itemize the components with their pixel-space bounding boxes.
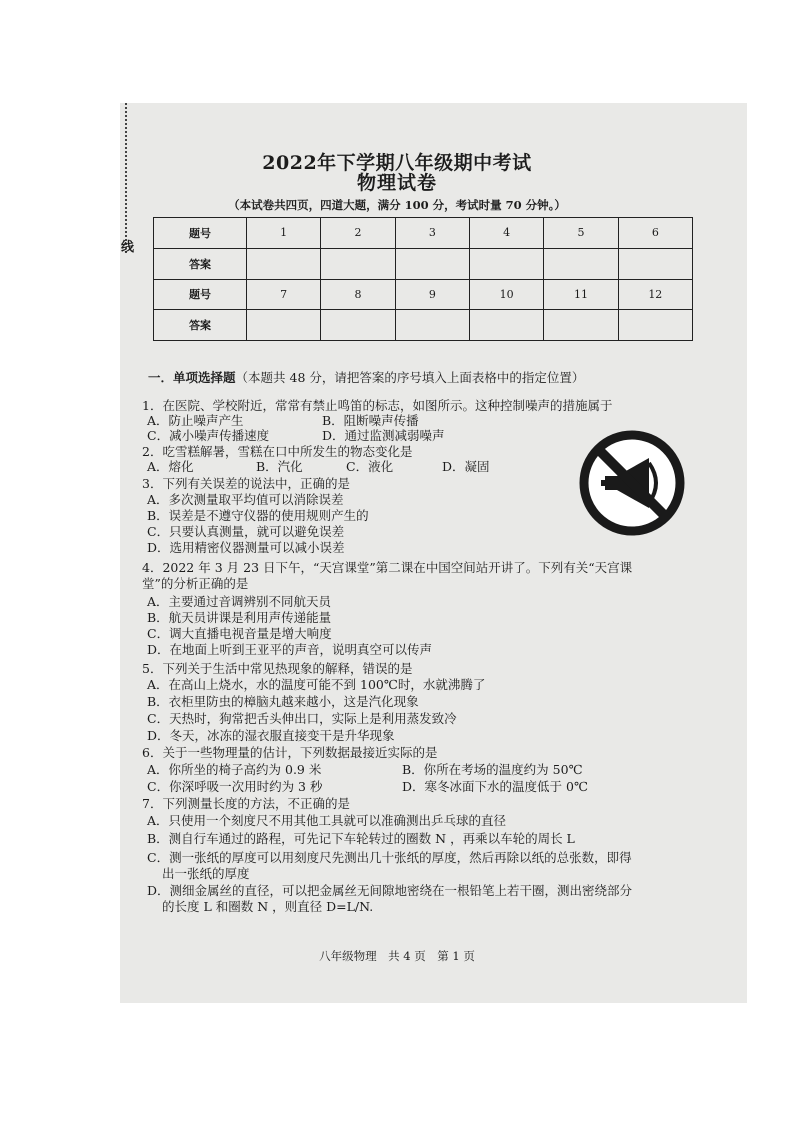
answer-cell[interactable]	[321, 248, 395, 279]
question-number: 1	[247, 218, 321, 249]
option: A．熔化	[147, 459, 194, 474]
answer-cell[interactable]	[321, 310, 395, 341]
seam-label: 线	[121, 240, 135, 255]
question-number: 3	[395, 218, 469, 249]
question-stem: 4．2022 年 3 月 23 日下午，“天宫课堂”第二课在中国空间站开讲了。下列有关“天宫课	[142, 560, 633, 575]
no-honking-sign-icon	[577, 428, 687, 538]
option: A．你所坐的椅子高约为 0.9 米	[147, 762, 322, 777]
answer-table	[153, 217, 693, 341]
answer-cell[interactable]	[544, 248, 618, 279]
row-label: 题号	[154, 279, 247, 310]
option: A．多次测量取平均值可以消除误差	[147, 492, 344, 507]
option: B．你所在考场的温度约为 50℃	[402, 762, 583, 777]
question-stem: 5．下列关于生活中常见热现象的解释，错误的是	[142, 661, 413, 676]
option: D．选用精密仪器测量可以减小误差	[147, 540, 345, 555]
question-number: 6	[618, 218, 692, 249]
option: C．测一张纸的厚度可以用刻度尺先测出几十张纸的厚度，然后再除以纸的总张数，即得	[147, 850, 632, 865]
option: A．在高山上烧水，水的温度可能不到 100℃时，水就沸腾了	[147, 677, 486, 692]
option: B．测自行车通过的路程，可先记下车轮转过的圈数 N ，再乘以车轮的周长 L	[147, 831, 575, 846]
answer-cell[interactable]	[544, 310, 618, 341]
option: D．寒冬冰面下水的温度低于 0℃	[402, 779, 588, 794]
option: D．在地面上听到王亚平的声音，说明真空可以传声	[147, 642, 433, 657]
question-number: 8	[321, 279, 395, 310]
question-stem: 2．吃雪糕解暑，雪糕在口中所发生的物态变化是	[142, 444, 413, 459]
answer-cell[interactable]	[469, 310, 543, 341]
option: D．凝固	[442, 459, 490, 474]
question-stem: 1．在医院、学校附近，常常有禁止鸣笛的标志，如图所示。这种控制噪声的措施属于	[142, 398, 613, 413]
page-footer: 八年级物理 共 4 页 第 1 页	[319, 949, 475, 963]
answer-cell[interactable]	[247, 248, 321, 279]
option: C．调大直播电视音量是增大响度	[147, 626, 332, 641]
exam-note: （本试卷共四页，四道大题，满分 100 分，考试时量 70 分钟。）	[228, 198, 566, 212]
option: B．误差是不遵守仪器的使用规则产生的	[147, 508, 369, 523]
option: B．汽化	[256, 459, 303, 474]
question-number: 10	[469, 279, 543, 310]
option: D．冬天，冰冻的湿衣服直接变干是升华现象	[147, 728, 395, 743]
option: C．液化	[346, 459, 394, 474]
table-row	[154, 310, 693, 341]
exam-title: 2022年下学期八年级期中考试	[262, 152, 532, 174]
question-stem: 3．下列有关误差的说法中，正确的是	[142, 476, 350, 491]
option: D．通过监测减弱噪声	[322, 428, 445, 443]
answer-cell[interactable]	[395, 310, 469, 341]
question-number: 11	[544, 279, 618, 310]
option: D．测细金属丝的直径，可以把金属丝无间隙地密绕在一根铅笔上若干圈，测出密绕部分	[147, 883, 633, 898]
question-number: 2	[321, 218, 395, 249]
exam-subject-title: 物理试卷	[356, 172, 437, 194]
option: B．衣柜里防虫的樟脑丸越来越小，这是汽化现象	[147, 694, 419, 709]
question-number: 12	[618, 279, 692, 310]
answer-cell[interactable]	[469, 248, 543, 279]
option: C．只要认真测量，就可以避免误差	[147, 524, 345, 539]
section-title: 一．单项选择题	[148, 370, 236, 385]
answer-cell[interactable]	[395, 248, 469, 279]
question-number: 7	[247, 279, 321, 310]
option: C．天热时，狗常把舌头伸出口，实际上是利用蒸发致冷	[147, 711, 457, 726]
row-label: 题号	[154, 218, 247, 249]
question-number: 9	[395, 279, 469, 310]
option: C．你深呼吸一次用时约为 3 秒	[147, 779, 323, 794]
option-continuation: 出一张纸的厚度	[162, 866, 250, 881]
option: A．防止噪声产生	[147, 413, 244, 428]
section-heading	[148, 368, 584, 386]
question-stem: 6．关于一些物理量的估计，下列数据最接近实际的是	[142, 745, 438, 760]
section-note: （本题共 48 分，请把答案的序号填入上面表格中的指定位置）	[235, 370, 585, 385]
row-label: 答案	[154, 310, 247, 341]
question-stem: 7．下列测量长度的方法，不正确的是	[142, 796, 350, 811]
table-row	[154, 218, 693, 249]
option: C．减小噪声传播速度	[147, 428, 270, 443]
answer-cell[interactable]	[618, 248, 692, 279]
row-label: 答案	[154, 248, 247, 279]
table-row	[154, 248, 693, 279]
option-continuation: 的长度 L 和圈数 N ，则直径 D=L/N.	[162, 899, 374, 914]
option: B．航天员讲课是利用声传递能量	[147, 610, 332, 625]
option: A．只使用一个刻度尺不用其他工具就可以准确测出乒乓球的直径	[147, 813, 507, 828]
option: A．主要通过音调辨别不同航天员	[147, 594, 332, 609]
table-row	[154, 279, 693, 310]
answer-cell[interactable]	[618, 310, 692, 341]
answer-cell[interactable]	[247, 310, 321, 341]
question-stem: 堂”的分析正确的是	[142, 576, 249, 591]
option: B．阻断噪声传播	[322, 413, 419, 428]
question-number: 4	[469, 218, 543, 249]
question-number: 5	[544, 218, 618, 249]
